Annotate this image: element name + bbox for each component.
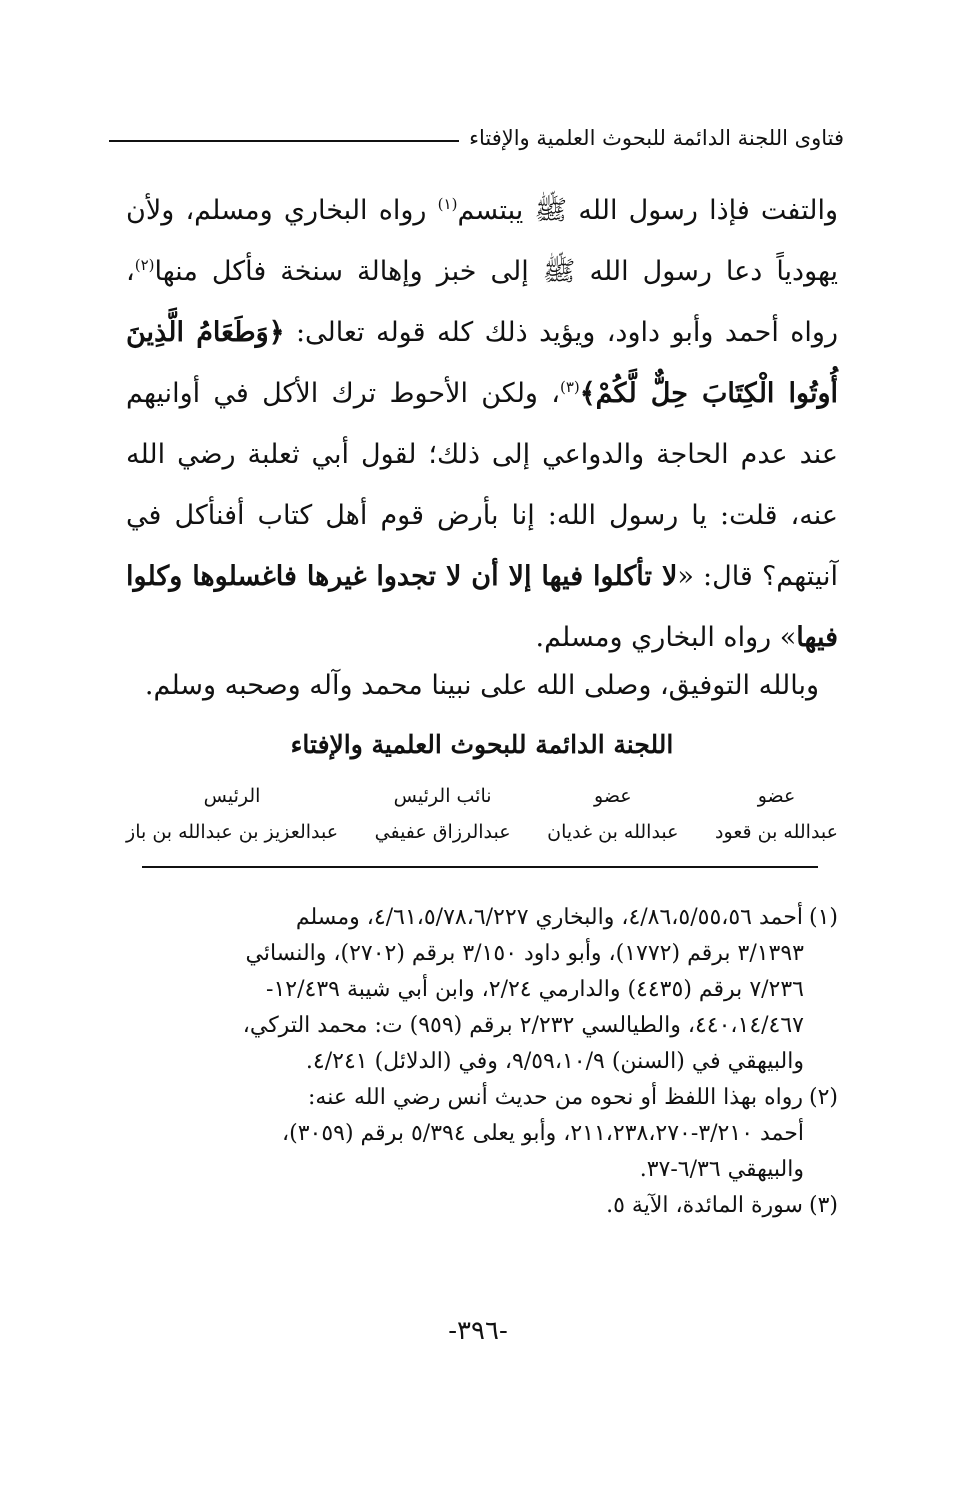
signature-role: عضو (594, 785, 632, 807)
signature-block (126, 780, 838, 852)
signature-name: عبدالعزيز بن عبدالله بن باز (126, 821, 339, 843)
footnote-line: والبيهقي ٦/٣٦-٣٧. (639, 1157, 804, 1182)
footnote-line (126, 1188, 838, 1224)
body-text-segment: والتفت فإذا رسول الله ﷺ يبتسم (457, 195, 838, 226)
hadith-quote: لا تأكلوا فيها إلا أن لا تجدوا غيرها فاغسلوها وكلوا فيها (126, 561, 838, 653)
footnote-text: أحمد ٤/٨٦،٥/٥٥،٥٦، والبخاري ٤/٦١،٥/٧٨،٦/٢٢٧، ومسلم (295, 905, 803, 930)
footnote-ref: (٢) (134, 256, 155, 274)
footnote-line: ٤٤٠،١٤/٤٦٧، والطيالسي ٢/٢٣٢ برقم (٩٥٩) ت: محمد التركي، (242, 1013, 804, 1038)
signature-role: نائب الرئيس (393, 785, 492, 807)
signature-president (126, 780, 338, 852)
footnote-line: أحمد ٣/٢١٠-٢١١،٢٣٨،٢٧٠، وأبو يعلى ٥/٣٩٤ برقم (٣٠٥٩)، (282, 1121, 804, 1146)
page-number: -٣٩٦- (448, 1316, 508, 1346)
footnote-line: ٣/١٣٩٣ برقم (١٧٧٢)، وأبو داود ٣/١٥٠ برقم (٢٧٠٢)، والنسائي (245, 941, 804, 966)
signature-name: عبدالله بن غديان (547, 821, 679, 843)
signature-name: عبدالرزاق عفيفي (374, 821, 511, 843)
fatwa-body (126, 180, 838, 668)
quran-verse: ﴿وَطَعَامُ الَّذِينَ أُوتُوا الْكِتَابَ حِلٌّ لَّكُمْ﴾ (126, 317, 839, 409)
footnote-number: (٢) (808, 1085, 838, 1110)
footnote-text: رواه بهذا اللفظ أو نحوه من حديث أنس رضي الله عنه: (307, 1085, 803, 1110)
signature-role: الرئيس (203, 785, 261, 807)
body-text-segment: » رواه البخاري ومسلم. (535, 622, 797, 653)
footnote-3 (126, 1188, 838, 1224)
header-rule (109, 140, 459, 142)
signature-member-2 (547, 780, 678, 852)
footnote-line: والبيهقي في (السنن) ٩/٥٩،١٠/٩، وفي (الدلائل) ٤/٢٤١. (305, 1049, 804, 1074)
footnotes-divider (142, 866, 818, 868)
footnote-ref: (١) (437, 195, 458, 213)
signature-role: عضو (757, 785, 796, 807)
body-text-segment: ، ولكن الأحوط ترك الأكل في أوانيهم عند عدم الحاجة والدواعي إلى ذلك؛ لقول أبي ثعلبة رضي الله عنه، قلت: يا رسول الله: إنا بأرض قوم أهل كتاب أفنأكل في آنيتهم؟ قال: « (126, 378, 839, 592)
footnotes-section (126, 900, 838, 1224)
footnote-text: سورة المائدة، الآية ٥. (606, 1193, 803, 1218)
footnote-line (126, 1080, 838, 1116)
footnote-line: ٧/٢٣٦ برقم (٤٤٣٥) والدارمي ٢/٢٤، وابن أبي شيبة ١٢/٤٣٩- (266, 977, 804, 1002)
committee-title: اللجنة الدائمة للبحوث العلمية والإفتاء (290, 730, 674, 759)
running-header (109, 118, 844, 158)
body-text-segment: ، رواه أحمد وأبو داود، ويؤيد ذلك كله قوله تعالى: (126, 256, 838, 348)
signature-name: عبدالله بن قعود (715, 821, 838, 843)
running-title: فتاوى اللجنة الدائمة للبحوث العلمية والإفتاء (469, 126, 844, 150)
signature-vice-president (375, 780, 511, 852)
signature-member-1 (715, 780, 838, 852)
body-text-segment: رواه البخاري ومسلم، ولأن يهودياً دعا رسول الله ﷺ إلى خبز وإهالة سنخة فأكل منها (126, 195, 838, 287)
footnote-number: (١) (808, 905, 838, 930)
footnote-number: (٣) (808, 1193, 838, 1218)
footnote-2 (126, 1080, 838, 1188)
body-paragraph (126, 180, 838, 668)
footnote-line (126, 900, 838, 936)
footnote-ref: (٣) (559, 378, 580, 396)
closing-line: وبالله التوفيق، وصلى الله على نبينا محمد وآله وصحبه وسلم. (144, 670, 820, 701)
footnote-1 (126, 900, 838, 1080)
